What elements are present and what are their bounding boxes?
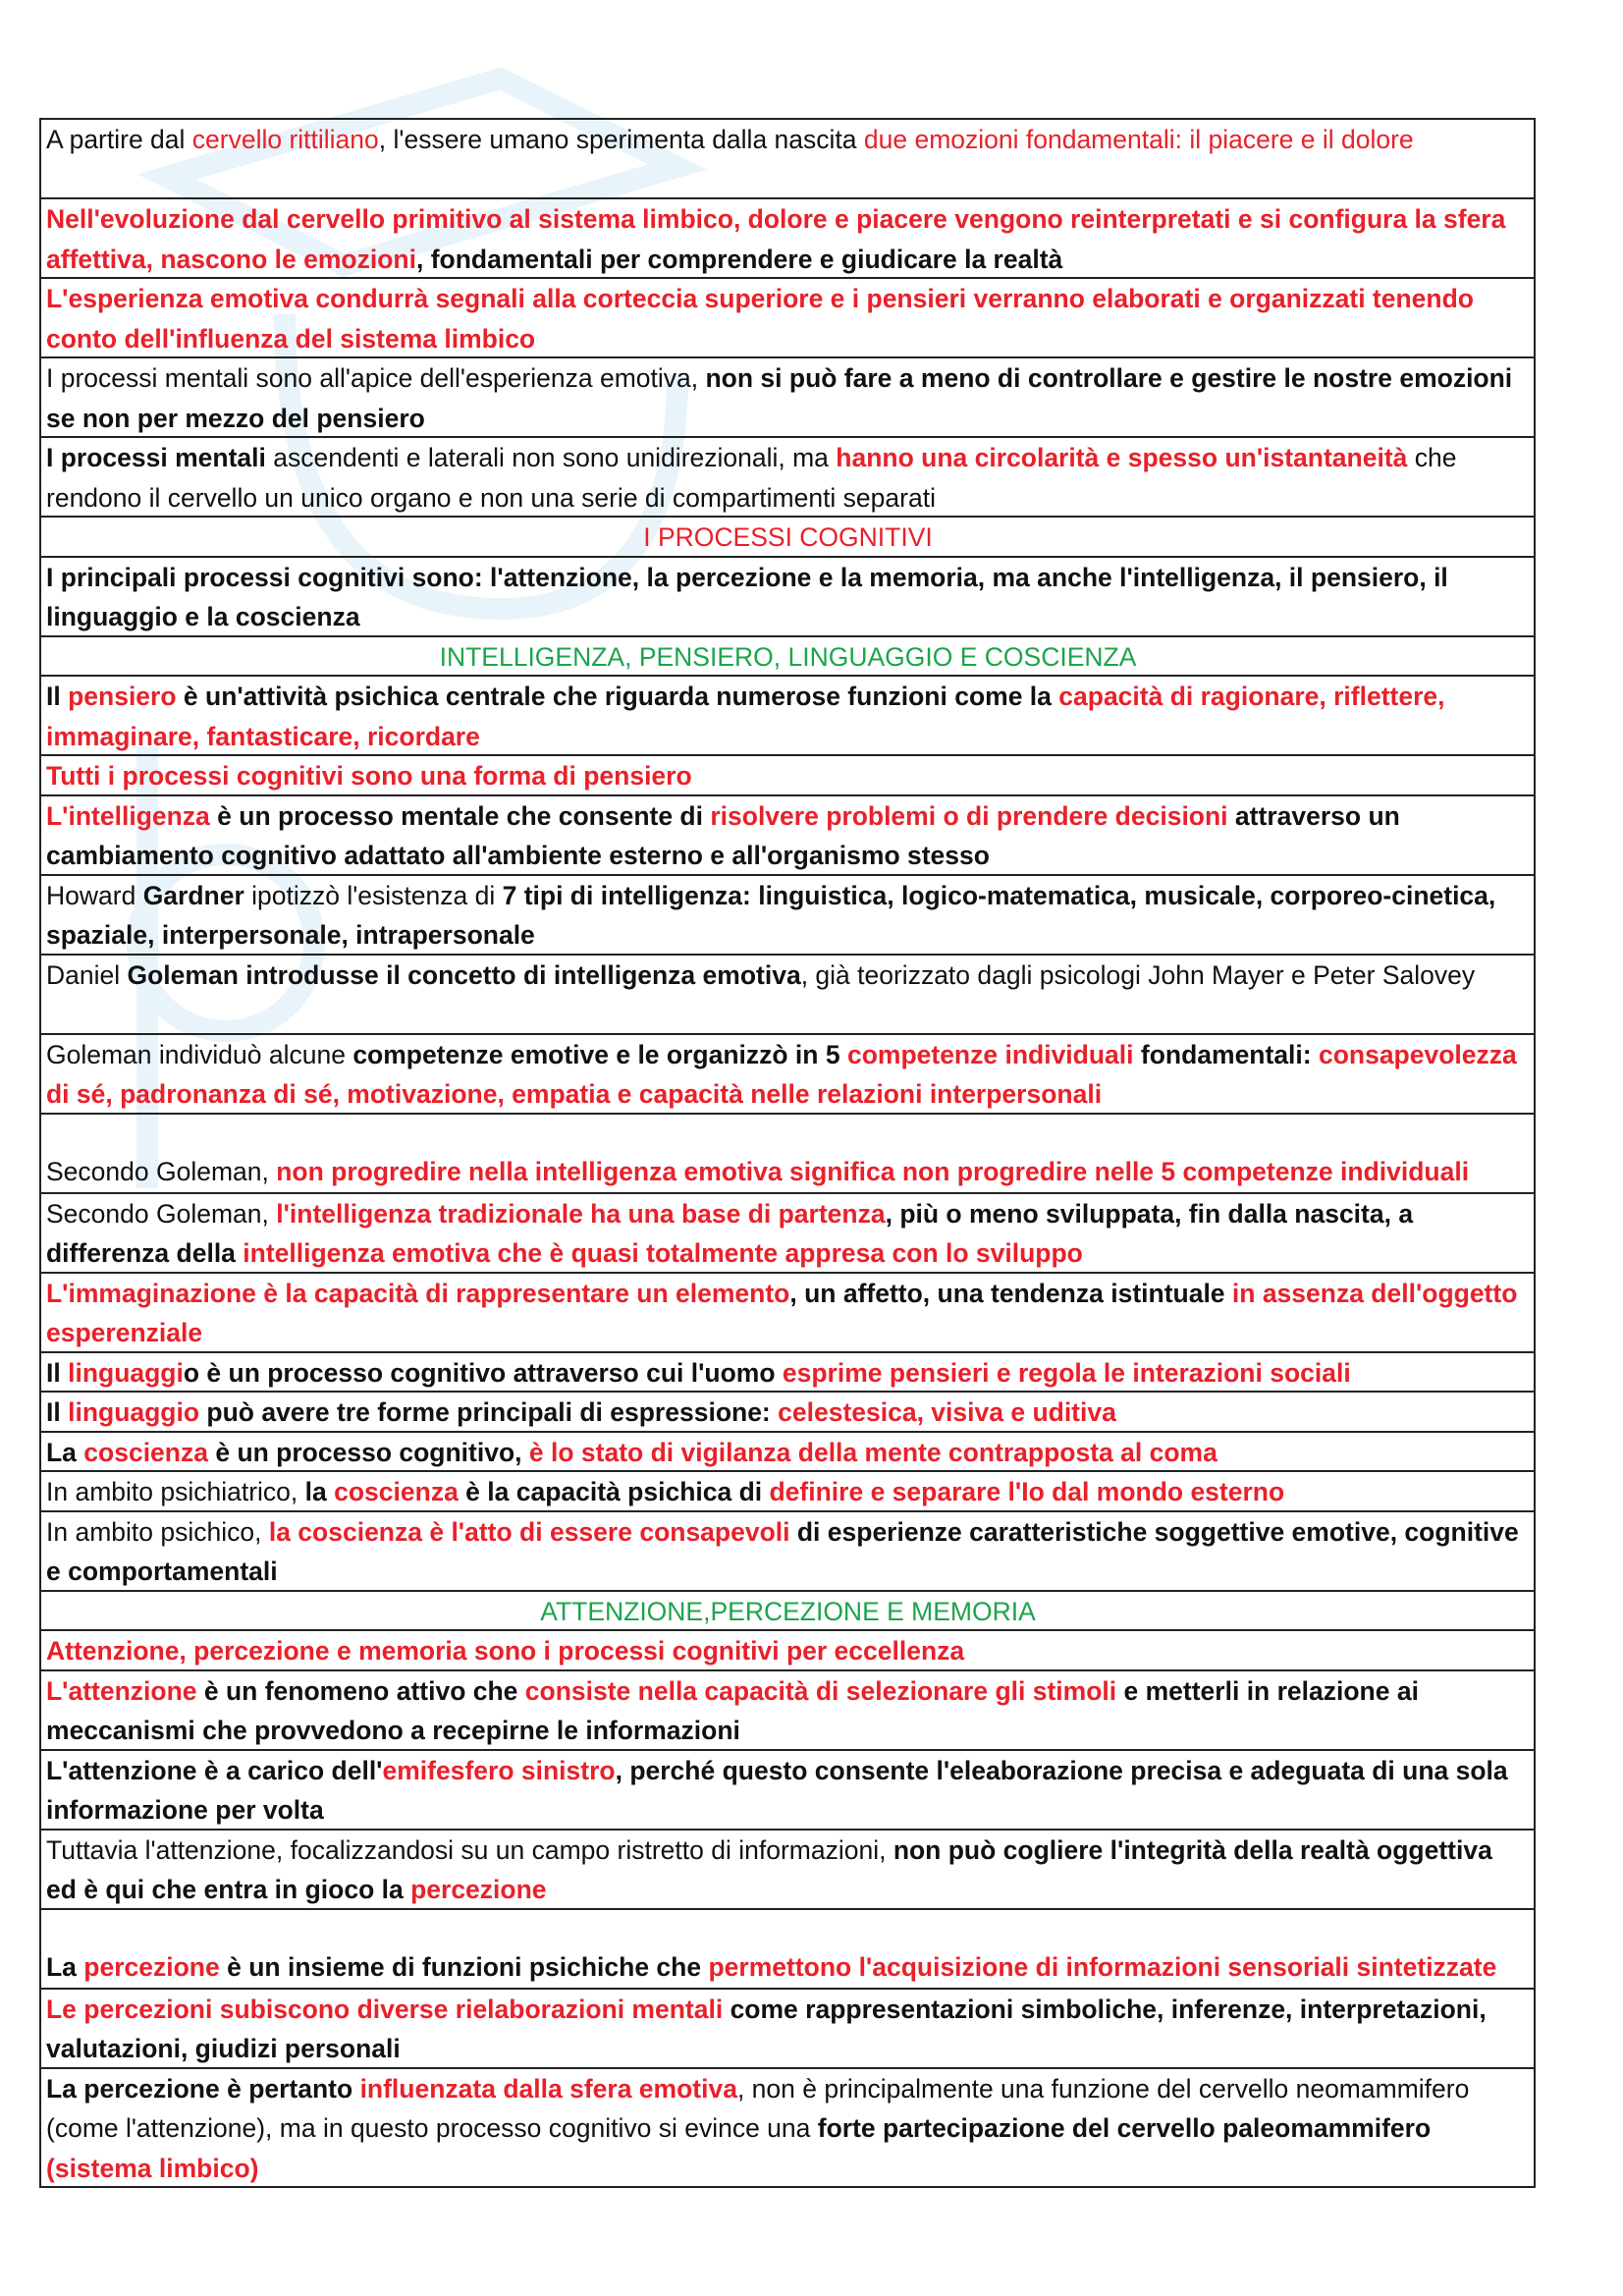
text-segment: emifesfero sinistro — [382, 1755, 616, 1785]
table-row — [41, 1194, 1534, 1274]
row-text — [46, 1194, 1530, 1274]
text-segment: è lo stato di vigilanza della mente contrapposta al coma — [528, 1437, 1217, 1467]
row-text — [46, 438, 1530, 518]
text-segment: non si può fare a meno di controllare e gestire le nostre emozioni se non per mezzo del pensiero — [46, 363, 1513, 433]
section-heading — [41, 518, 1534, 558]
text-segment: Attenzione, percezione e memoria sono i processi cognitivi per eccellenza — [46, 1636, 965, 1666]
row-text — [46, 1671, 1530, 1751]
row-text — [46, 1592, 1530, 1632]
text-segment: Il — [46, 1397, 69, 1427]
text-segment: Secondo Goleman, — [46, 1198, 277, 1229]
text-segment: è un'attività psichica centrale che riguarda numerose funzioni come la — [176, 682, 1059, 711]
row-text — [46, 796, 1530, 876]
table-row — [41, 279, 1534, 358]
section-heading — [41, 1592, 1534, 1632]
text-segment: è un fenomeno attivo che — [196, 1675, 525, 1706]
text-segment: è la capacità psichica di — [458, 1477, 770, 1506]
text-segment: Secondo Goleman, — [46, 1157, 277, 1186]
row-text — [46, 756, 1530, 796]
text-segment: coscienza — [83, 1437, 208, 1467]
text-segment: L'intelligenza — [46, 800, 210, 831]
row-text — [46, 677, 1530, 756]
row-text — [46, 876, 1530, 956]
text-segment: hanno una circolarità e spesso un'istantaneità — [836, 443, 1408, 472]
table-row — [41, 1115, 1534, 1194]
row-text — [46, 518, 1530, 558]
text-segment: La — [46, 1952, 84, 1982]
text-segment: in assenza dell'oggetto esperenziale — [46, 1278, 1518, 1347]
row-text — [46, 1274, 1530, 1353]
text-segment: e metterli in relazione ai meccanismi che provvedono a recepirne le informazioni — [46, 1675, 1419, 1745]
text-segment: ATTENZIONE,PERCEZIONE E MEMORIA — [540, 1596, 1036, 1626]
table-row — [41, 1274, 1534, 1353]
table-row — [41, 1393, 1534, 1433]
text-segment: o è un processo cognitivo attraverso cui l'uomo — [183, 1357, 783, 1388]
row-text — [46, 558, 1530, 637]
table-row — [41, 2069, 1534, 2189]
text-segment: pensiero — [68, 682, 177, 711]
text-segment: è un processo cognitivo, — [207, 1437, 529, 1467]
table-row — [41, 1910, 1534, 1990]
text-segment: come rappresentazioni simboliche, inferenze, interpretazioni, valutazioni, giudizi personali — [46, 1994, 1487, 2063]
notes-table — [39, 118, 1536, 2188]
table-row — [41, 796, 1534, 876]
table-row — [41, 1631, 1534, 1671]
row-text — [46, 1990, 1530, 2069]
text-segment: non può cogliere l'integrità della realtà oggettiva ed è qui che entra in gioco la — [46, 1834, 1492, 1904]
table-row — [41, 677, 1534, 756]
table-row — [41, 199, 1534, 279]
text-segment: competenze emotive e le organizzò in 5 — [352, 1039, 847, 1069]
text-segment: permettono l'acquisizione di informazioni sensoriali sintetizzate — [708, 1952, 1497, 1982]
section-heading — [41, 637, 1534, 678]
text-segment: Gardner — [142, 880, 244, 910]
table-row — [41, 1472, 1534, 1512]
text-segment: (sistema limbico) — [46, 2153, 259, 2183]
table-row — [41, 1433, 1534, 1473]
table-row — [41, 438, 1534, 518]
table-row — [41, 558, 1534, 637]
text-segment: L'immaginazione è la capacità di rappresentare un elemento — [46, 1278, 790, 1308]
text-segment: In ambito psichiatrico, — [46, 1477, 305, 1506]
text-segment: influenzata dalla sfera emotiva — [359, 2073, 737, 2104]
row-text — [46, 1947, 1530, 1988]
row-text — [46, 1433, 1530, 1473]
text-segment: La percezione è pertanto — [46, 2073, 360, 2104]
text-segment: , un affetto, una tendenza istintuale — [789, 1278, 1232, 1308]
table-row — [41, 1751, 1534, 1831]
text-segment: L'attenzione — [46, 1675, 197, 1706]
row-text — [46, 1035, 1530, 1115]
row-text — [46, 956, 1530, 996]
row-text — [46, 1472, 1530, 1512]
text-segment: capacità di ragionare, riflettere, immaginare, fantasticare, ricordare — [46, 682, 1445, 751]
table-row — [41, 1831, 1534, 1910]
row-text — [46, 358, 1530, 438]
row-text — [46, 1393, 1530, 1433]
row-text — [46, 1751, 1530, 1831]
text-segment: linguaggio — [68, 1397, 200, 1427]
text-segment: consapevolezza di sé, padronanza di sé, motivazione, empatia e capacità nelle relazioni interpersonali — [46, 1039, 1517, 1109]
text-segment: la — [304, 1477, 335, 1506]
text-segment: , l'essere umano sperimenta dalla nascita — [378, 125, 864, 154]
row-text — [46, 1353, 1530, 1394]
text-segment: esprime pensieri e regola le interazioni sociali — [782, 1357, 1351, 1388]
table-row — [41, 358, 1534, 438]
text-segment: I processi mentali sono all'apice dell'esperienza emotiva, — [46, 363, 706, 393]
row-text — [46, 637, 1530, 678]
text-segment: L'attenzione è a carico dell' — [46, 1755, 383, 1785]
row-text — [46, 279, 1530, 358]
text-segment: percezione — [410, 1875, 547, 1904]
text-segment: , già teorizzato dagli psicologi John Mayer e Peter Salovey — [800, 959, 1476, 990]
text-segment: cervello rittiliano — [191, 125, 379, 154]
text-segment: L'esperienza emotiva condurrà segnali alla corteccia superiore e i pensieri verranno elaborati e organizzati tenendo conto dell'influenza del sistema limbico — [46, 284, 1474, 354]
text-segment: Goleman individuò alcune — [46, 1039, 353, 1069]
row-text — [46, 1512, 1530, 1592]
text-segment: è un insieme di funzioni psichiche che — [219, 1952, 709, 1982]
text-segment: è un processo mentale che consente di — [209, 800, 711, 831]
text-segment: Nell'evoluzione dal cervello primitivo al sistema limbico, dolore e piacere vengono reinterpretati e si configura la sfera affettiva, nascono le emozioni — [46, 204, 1506, 274]
text-segment: In ambito psichico, — [46, 1516, 269, 1547]
table-row — [41, 1512, 1534, 1592]
row-text — [46, 199, 1530, 279]
text-segment: , più o meno sviluppata, fin dalla nascita, a differenza della — [46, 1198, 1414, 1268]
text-segment: due emozioni fondamentali: il piacere e il dolore — [863, 125, 1414, 154]
row-text — [46, 1631, 1530, 1671]
text-segment: celestesica, visiva e uditiva — [778, 1397, 1116, 1427]
text-segment: definire e separare l'Io dal mondo esterno — [769, 1477, 1285, 1506]
text-segment: , fondamentali per comprendere e giudicare la realtà — [415, 244, 1063, 274]
text-segment: non progredire nella intelligenza emotiva significa non progredire nelle 5 competenze individuali — [276, 1157, 1470, 1186]
text-segment: I processi mentali — [46, 443, 266, 472]
text-segment: di esperienze caratteristiche soggettive emotive, cognitive e comportamentali — [46, 1516, 1519, 1586]
text-segment: I principali processi cognitivi sono: l'attenzione, la percezione e la memoria, ma anche l'intelligenza, il pensiero, il linguaggio e la coscienza — [46, 562, 1448, 631]
text-segment: Il — [46, 682, 69, 711]
text-segment: può avere tre forme principali di espressione: — [199, 1397, 779, 1427]
text-segment: Le percezioni subiscono diverse rielaborazioni mentali — [46, 1994, 724, 2024]
text-segment: la coscienza è l'atto di essere consapevoli — [268, 1516, 790, 1547]
row-text — [46, 120, 1530, 160]
text-segment: 7 tipi di intelligenza: linguistica, logico-matematica, musicale, corporeo-cinetica, spaziale, interpersonale, intrapersonale — [46, 880, 1496, 950]
text-segment: A partire dal — [46, 125, 192, 154]
row-text — [46, 1831, 1530, 1910]
text-segment: percezione — [83, 1952, 220, 1982]
text-segment: La — [46, 1437, 84, 1467]
table-row — [41, 1035, 1534, 1115]
text-segment: ascendenti e laterali non sono unidirezionali, ma — [265, 443, 837, 472]
text-segment: che rendono il cervello un unico organo e non una serie di compartimenti separati — [46, 443, 1457, 513]
text-segment: Tutti i processi cognitivi sono una forma di pensiero — [46, 761, 692, 791]
text-segment: I PROCESSI COGNITIVI — [643, 522, 933, 552]
table-row — [41, 876, 1534, 956]
text-segment: Il — [46, 1357, 69, 1388]
text-segment: risolvere problemi o di prendere decisioni — [710, 800, 1228, 831]
text-segment: competenze individuali — [846, 1039, 1134, 1069]
text-segment: coscienza — [334, 1477, 459, 1506]
row-text — [46, 2069, 1530, 2189]
text-segment: attraverso un cambiamento cognitivo adattato all'ambiente esterno e all'organismo stesso — [46, 800, 1400, 870]
text-segment: fondamentali: — [1133, 1039, 1319, 1069]
text-segment: intelligenza emotiva che è quasi totalmente appresa con lo sviluppo — [243, 1238, 1083, 1268]
text-segment: , perché questo consente l'eleaborazione precisa e adeguata di una sola informazione per volta — [46, 1755, 1508, 1825]
table-row — [41, 1353, 1534, 1394]
text-segment: Goleman introdusse il concetto di intelligenza emotiva — [127, 959, 801, 990]
row-text — [46, 1152, 1530, 1192]
table-row — [41, 1671, 1534, 1751]
text-segment: ipotizzò l'esistenza di — [243, 880, 503, 910]
table-row — [41, 756, 1534, 796]
table-row — [41, 120, 1534, 199]
table-row — [41, 956, 1534, 1035]
text-segment: Daniel — [46, 959, 128, 990]
text-segment: linguaggi — [68, 1357, 184, 1388]
text-segment: Tuttavia l'attenzione, focalizzandosi su un campo ristretto di informazioni, — [46, 1834, 893, 1865]
text-segment: INTELLIGENZA, PENSIERO, LINGUAGGIO E COSCIENZA — [439, 641, 1137, 672]
text-segment: forte partecipazione del cervello paleomammifero — [817, 2113, 1432, 2143]
table-row — [41, 1990, 1534, 2069]
text-segment: Howard — [46, 880, 143, 910]
text-segment: consiste nella capacità di selezionare gli stimoli — [524, 1675, 1117, 1706]
text-segment: l'intelligenza tradizionale ha una base di partenza — [276, 1198, 886, 1229]
text-segment: , non è principalmente una funzione del cervello neomammifero (come l'attenzione), ma in questo processo cognitivo si evince una — [46, 2073, 1470, 2143]
